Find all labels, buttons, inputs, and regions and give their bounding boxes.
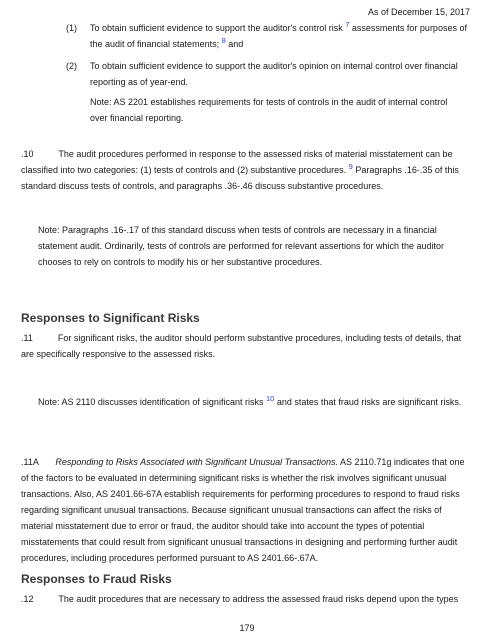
list-item-text: To obtain sufficient evidence to support the auditor's opinion on internal control over financial reporting as of year-end.	[90, 61, 458, 87]
paragraph-title: Responding to Risks Associated with Significant Unusual Transactions.	[55, 457, 339, 467]
paragraph: .11A Responding to Risks Associated with Significant Unusual Transactions. AS 2110.71g indicates that one of the factors to be evaluated in determining significant risks is whether the risk involves significant unusual transactions. Also, AS 2401.66-67A establish requirements for performing procedures to respond to fraud risks regarding significant unusual transactions. Because significant unusual transactions can affect the risks of material misstatement due to error or fraud, the auditor should take into account the types of potential misstatements that could result from significant unusual transactions in designing and performing further audit procedures, including procedures performed pursuant to AS 2401.66-.67A.	[21, 457, 465, 563]
page-number: 179	[239, 623, 255, 633]
section-heading: Responses to Significant Risks	[21, 311, 200, 325]
footnote-ref-link[interactable]: 7	[345, 20, 350, 29]
paragraph-number: .10	[21, 149, 34, 159]
footnote-ref-link[interactable]: 9	[348, 162, 353, 171]
note: Note: AS 2201 establishes requirements for tests of controls in the audit of internal control over financial reporting.	[90, 97, 448, 123]
footnote-ref-link[interactable]: 10	[265, 394, 275, 403]
list-item-text: To obtain sufficient evidence to support the auditor's control risk $^7$ assessments for purposes of the audit of financial statements; $^8$ and	[90, 20, 467, 49]
paragraph: .11 For significant risks, the auditor should perform substantive procedures, including tests of details, that are specifically responsive to the assessed risks.	[21, 333, 462, 359]
list-number: (2)	[66, 61, 77, 71]
page-date: As of December 15, 2017	[367, 7, 470, 17]
note: Note: AS 2110 discusses identification of significant risks $^{10}$ and states that fraud risks are significant risks.	[38, 394, 462, 407]
paragraph: .12 The audit procedures that are necessary to address the assessed fraud risks depend upon the types	[21, 594, 459, 604]
footnote-ref-link[interactable]: 8	[221, 36, 226, 45]
paragraph-number: .11A	[21, 457, 39, 467]
paragraph: .10 The audit procedures performed in response to the assessed risks of material misstatement can be classified into two categories: (1) tests of controls and (2) substantive procedures. $^9$ Paragraphs .16-.35 of this standard discuss tests of controls, and paragraphs .36-.46 discuss substantive procedures.	[21, 149, 459, 191]
paragraph-number: .11	[21, 333, 33, 343]
paragraph-number: .12	[21, 594, 34, 604]
list-number: (1)	[66, 23, 77, 33]
section-heading: Responses to Fraud Risks	[21, 572, 172, 586]
note: Note: Paragraphs .16-.17 of this standard discuss when tests of controls are necessary in a financial statement audit. Ordinarily, tests of controls are performed for relevant assertions for which the auditor chooses to rely on controls to modify his or her substantive procedures.	[38, 225, 445, 267]
